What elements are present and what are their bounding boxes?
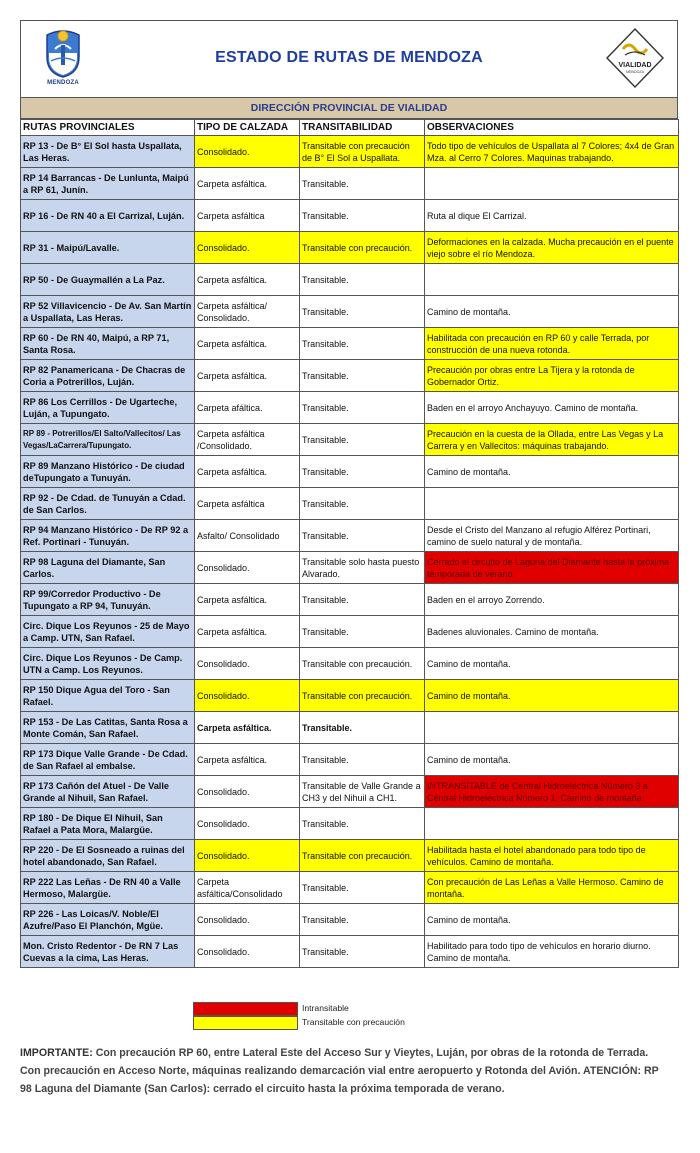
table-row [21,840,679,872]
table-row [21,264,679,296]
vialidad-logo-text: VIALIDAD [618,62,652,69]
cell-passability: Transitable. [300,584,425,616]
page-title: ESTADO DE RUTAS DE MENDOZA [215,49,483,66]
cell-pavement: Consolidado. [195,680,300,712]
cell-pavement: Consolidado. [195,232,300,264]
cell-route: RP 89 Manzano Histórico - De ciudad deTupungato a Tunuyán. [21,456,195,488]
table-row [21,680,679,712]
routes-table-body [21,136,679,968]
cell-route: RP 60 - De RN 40, Maipú, a RP 71, Santa Rosa. [21,328,195,360]
cell-observations: Camino de montaña. [425,648,679,680]
cell-observations: Camino de montaña. [425,296,679,328]
cell-passability: Transitable con precaución. [300,648,425,680]
table-row [21,392,679,424]
table-row [21,200,679,232]
cell-route: Circ. Dique Los Reyunos - De Camp. UTN a Camp. Los Reyunos. [21,648,195,680]
cell-route: Circ. Dique Los Reyunos - 25 de Mayo a Camp. UTN, San Rafael. [21,616,195,648]
cell-route: RP 222 Las Leñas - De RN 40 a Valle Hermoso, Malargüe. [21,872,195,904]
column-header-passability: TRANSITABILIDAD [300,120,425,136]
cell-pavement: Consolidado. [195,936,300,968]
routes-table [20,119,679,968]
table-row [21,456,679,488]
table-row [21,488,679,520]
cell-observations: Todo tipo de vehículos de Uspallata al 7 Colores; 4x4 de Gran Mza. al Cerro 7 Colores. Maquinas trabajando. [425,136,679,168]
cell-pavement: Carpeta afáltica. [195,392,300,424]
cell-pavement: Consolidado. [195,840,300,872]
cell-route: RP 94 Manzano Histórico - De RP 92 a Ref. Portinari - Tunuyán. [21,520,195,552]
cell-pavement: Carpeta asfáltica /Consolidado. [195,424,300,456]
cell-pavement: Consolidado. [195,776,300,808]
cell-passability: Transitable con precaución. [300,680,425,712]
cell-route: RP 14 Barrancas - De Lunlunta, Maipú a RP 61, Junín. [21,168,195,200]
cell-passability: Transitable con precaución de B° El Sol a Uspallata. [300,136,425,168]
table-row [21,520,679,552]
cell-pavement: Carpeta asfáltica. [195,584,300,616]
column-header-routes: RUTAS PROVINCIALES [21,120,195,136]
cell-observations: Precaución por obras entre La Tijera y la rotonda de Gobernador Ortiz. [425,360,679,392]
cell-pavement: Carpeta asfáltica. [195,264,300,296]
cell-observations: Con precaución de Las Leñas a Valle Hermoso. Camino de montaña. [425,872,679,904]
cell-route: RP 52 Villavicencio - De Av. San Martín a Uspallata, Las Heras. [21,296,195,328]
cell-route: RP 173 Dique Valle Grande - De Cdad. de San Rafael al embalse. [21,744,195,776]
legend-item-impassable [193,1002,429,1016]
table-header-row [21,120,679,136]
cell-pavement: Consolidado. [195,808,300,840]
cell-passability: Transitable. [300,168,425,200]
table-row [21,232,679,264]
cell-observations: INTRANSITABLE de Central Hidroeléctrica Número 3 a Central Hidroeléctrica Número 1. Camino de montaña. [425,776,679,808]
cell-observations: Deformaciones en la calzada. Mucha precaución en el puente viejo sobre el río Mendoza. [425,232,679,264]
table-row [21,136,679,168]
cell-passability: Transitable. [300,200,425,232]
cell-observations: Cerrado el circuito de Laguna del Diamante hasta la próxima temporada de verano. [425,552,679,584]
cell-route: RP 173 Cañón del Atuel - De Valle Grande al Nihuil, San Rafael. [21,776,195,808]
cell-route: RP 153 - De Las Catitas, Santa Rosa a Monte Comán, San Rafael. [21,712,195,744]
cell-route: RP 226 - Las Loicas/V. Noble/El Azufre/Paso El Planchón, Mgüe. [21,904,195,936]
cell-observations: Desde el Cristo del Manzano al refugio Alférez Portinari, camino de suelo natural y de montaña. [425,520,679,552]
table-row [21,936,679,968]
cell-pavement: Consolidado. [195,904,300,936]
table-row [21,904,679,936]
cell-observations: Badenes aluvionales. Camino de montaña. [425,616,679,648]
cell-passability: Transitable. [300,392,425,424]
cell-passability: Transitable. [300,520,425,552]
cell-route: RP 16 - De RN 40 a El Carrizal, Luján. [21,200,195,232]
cell-passability: Transitable. [300,808,425,840]
important-note-text: Con precaución RP 60, entre Lateral Este del Acceso Sur y Vieytes, Luján, por obras de la rotonda de Terrada. Con precaución en Acceso Norte, máquinas realizando demarcación vial entre aeropuerto y Rotonda del Avión. ATENCIÓN: RP 98 Laguna del Diamante (San Carlos): cerrado el circuito hasta la próxima temporada de verano. [20,1047,659,1095]
table-row [21,712,679,744]
table-row [21,168,679,200]
legend-swatch-impassable [193,1002,298,1016]
report-header [20,20,678,97]
report-sheet [20,20,678,968]
cell-pavement: Asfalto/ Consolidado [195,520,300,552]
cell-passability: Transitable. [300,264,425,296]
legend-label-precaution: Transitable con precaución [302,1017,405,1027]
cell-route: RP 13 - De B° El Sol hasta Uspallata, Las Heras. [21,136,195,168]
cell-pavement: Carpeta asfáltica/ Consolidado. [195,296,300,328]
cell-passability: Transitable. [300,712,425,744]
cell-pavement: Carpeta asfáltica. [195,744,300,776]
cell-observations: Camino de montaña. [425,680,679,712]
table-row [21,584,679,616]
table-row [21,296,679,328]
cell-route: Mon. Cristo Redentor - De RN 7 Las Cuevas a la cima, Las Heras. [21,936,195,968]
cell-pavement: Carpeta asfáltica [195,488,300,520]
cell-observations: Precaución en la cuesta de la Ollada, entre Las Vegas y La Carrera y en Vallecitos: máquinas trabajando. [425,424,679,456]
vialidad-logo [605,27,665,91]
cell-pavement: Consolidado. [195,552,300,584]
cell-route: RP 150 Dique Agua del Toro - San Rafael. [21,680,195,712]
cell-passability: Transitable. [300,744,425,776]
legend [193,1002,429,1030]
cell-pavement: Carpeta asfáltica. [195,168,300,200]
cell-observations [425,168,679,200]
important-note [20,1044,670,1098]
cell-route: RP 99/Corredor Productivo - De Tupungato a RP 94, Tunuyán. [21,584,195,616]
table-row [21,744,679,776]
table-row [21,872,679,904]
column-header-pavement: TIPO DE CALZADA [195,120,300,136]
cell-passability: Transitable. [300,616,425,648]
cell-pavement: Carpeta asfáltica [195,200,300,232]
cell-passability: Transitable con precaución. [300,840,425,872]
cell-pavement: Carpeta asfáltica. [195,616,300,648]
cell-observations [425,264,679,296]
table-row [21,616,679,648]
cell-route: RP 82 Panamericana - De Chacras de Coria a Potrerillos, Luján. [21,360,195,392]
cell-observations: Habilitada hasta el hotel abandonado para todo tipo de vehículos. Camino de montaña. [425,840,679,872]
legend-swatch-precaution [193,1016,298,1030]
cell-passability: Transitable. [300,872,425,904]
table-row [21,360,679,392]
cell-passability: Transitable. [300,936,425,968]
important-note-lead: IMPORTANTE: [20,1047,93,1059]
cell-pavement: Carpeta asfáltica/Consolidado [195,872,300,904]
cell-observations: Baden en el arroyo Anchayuyo. Camino de montaña. [425,392,679,424]
cell-pavement: Carpeta asfáltica. [195,328,300,360]
cell-observations [425,712,679,744]
cell-pavement: Carpeta asfáltica. [195,712,300,744]
vialidad-logo-subtext: MENDOZA [626,70,644,74]
cell-route: RP 180 - De Dique El Nihuil, San Rafael a Pata Mora, Malargüe. [21,808,195,840]
cell-passability: Transitable. [300,296,425,328]
table-row [21,776,679,808]
table-row [21,424,679,456]
legend-item-precaution [193,1016,429,1030]
cell-pavement: Carpeta asfáltica. [195,456,300,488]
column-header-observations: OBSERVACIONES [425,120,679,136]
cell-route: RP 31 - Maipú/Lavalle. [21,232,195,264]
table-row [21,808,679,840]
cell-passability: Transitable. [300,328,425,360]
cell-observations: Camino de montaña. [425,904,679,936]
cell-observations [425,808,679,840]
cell-route: RP 220 - De El Sosneado a ruinas del hotel abandonado, San Rafael. [21,840,195,872]
cell-pavement: Carpeta asfáltica. [195,360,300,392]
cell-observations: Camino de montaña. [425,744,679,776]
cell-route: RP 92 - De Cdad. de Tunuyán a Cdad. de San Carlos. [21,488,195,520]
table-row [21,328,679,360]
cell-observations: Baden en el arroyo Zorrendo. [425,584,679,616]
cell-observations: Habilitada con precaución en RP 60 y calle Terrada, por construcción de una nueva rotonda. [425,328,679,360]
table-row [21,552,679,584]
legend-label-impassable: Intransitable [302,1003,349,1013]
cell-passability: Transitable. [300,488,425,520]
cell-passability: Transitable de Valle Grande a CH3 y del Nihuil a CH1. [300,776,425,808]
cell-observations [425,488,679,520]
cell-route: RP 50 - De Guaymallén a La Paz. [21,264,195,296]
cell-passability: Transitable. [300,456,425,488]
cell-route: RP 86 Los Cerrillos - De Ugarteche, Luján, a Tupungato. [21,392,195,424]
agency-subtitle: DIRECCIÓN PROVINCIAL DE VIALIDAD [20,97,678,119]
cell-passability: Transitable solo hasta puesto Alvarado. [300,552,425,584]
cell-observations: Habilitado para todo tipo de vehículos en horario diurno. Camino de montaña. [425,936,679,968]
cell-pavement: Consolidado. [195,136,300,168]
cell-passability: Transitable. [300,424,425,456]
cell-pavement: Consolidado. [195,648,300,680]
cell-route: RP 89 - Potrerillos/El Salto/Vallecitos/ Las Vegas/LaCarrera/Tupungato. [21,424,195,456]
cell-observations: Ruta al dique El Carrizal. [425,200,679,232]
cell-observations: Camino de montaña. [425,456,679,488]
cell-route: RP 98 Laguna del Diamante, San Carlos. [21,552,195,584]
table-row [21,648,679,680]
cell-passability: Transitable con precaución. [300,232,425,264]
cell-passability: Transitable. [300,904,425,936]
cell-passability: Transitable. [300,360,425,392]
left-logo-caption: MENDOZA [47,80,79,86]
